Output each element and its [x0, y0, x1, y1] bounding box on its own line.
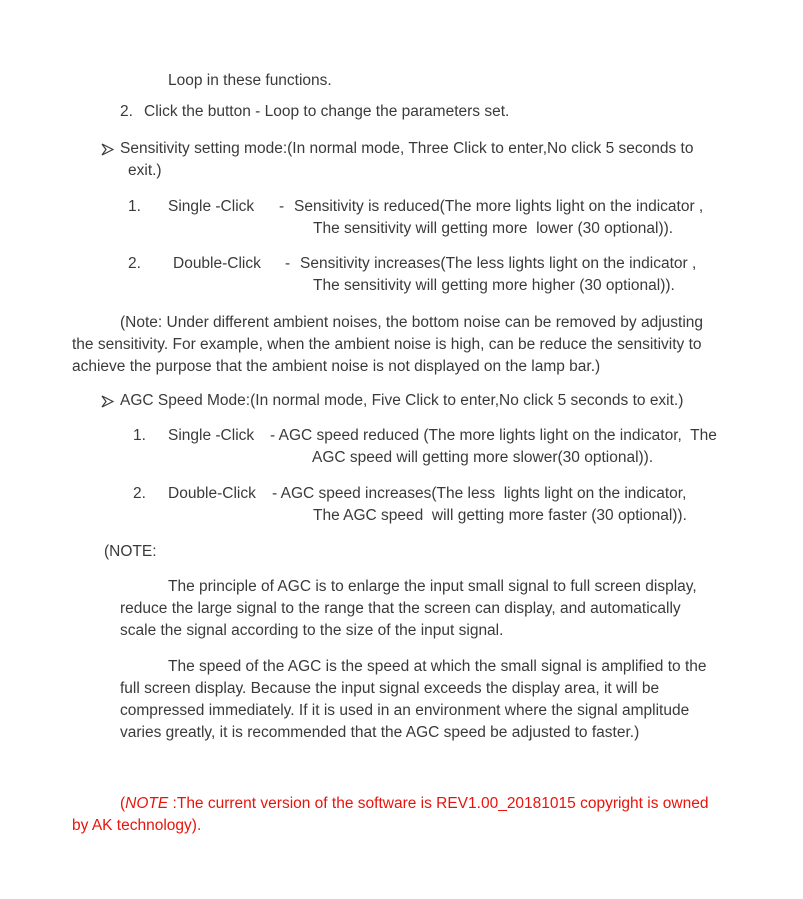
sens-note-line3: achieve the purpose that the ambient noise is not displayed on the lamp bar.)	[72, 358, 601, 375]
loop-line: Loop in these functions.	[168, 72, 332, 89]
item2-text: Click the button - Loop to change the parameters set.	[144, 103, 510, 120]
sensitivity-heading-cont: exit.)	[128, 162, 162, 179]
version-note-paren: (	[120, 795, 126, 812]
agc-para2-line3: compressed immediately. If it is used in an environment where the signal amplitude	[120, 702, 690, 719]
agc-para2-line2: full screen display. Because the input signal exceeds the display area, it will be	[120, 680, 660, 697]
bullet-arrow-icon	[101, 143, 115, 157]
sens-item1-line1: Sensitivity is reduced(The more lights light on the indicator ,	[294, 198, 704, 215]
version-note-label: NOTE	[125, 795, 169, 812]
sens-item2-action: Double-Click	[173, 255, 261, 272]
agc-item1-number: 1.	[133, 427, 146, 444]
sens-item2-dash: -	[285, 255, 291, 272]
agc-para1-line1: The principle of AGC is to enlarge the input small signal to full screen display,	[168, 578, 697, 595]
agc-para1-line3: scale the signal according to the size of the input signal.	[120, 622, 504, 639]
agc-item1-line1: - AGC speed reduced (The more lights light on the indicator, The	[270, 427, 717, 444]
sensitivity-heading: Sensitivity setting mode:(In normal mode, Three Click to enter,No click 5 seconds to	[120, 140, 694, 157]
item2-number: 2.	[120, 103, 133, 120]
agc-item2-number: 2.	[133, 485, 146, 502]
agc-para1-line2: reduce the large signal to the range that the screen can display, and automatically	[120, 600, 681, 617]
sens-item2-number: 2.	[128, 255, 141, 272]
agc-para2-line4: varies greatly, it is recommended that the AGC speed be adjusted to faster.)	[120, 724, 640, 741]
agc-item2-action: Double-Click	[168, 485, 256, 502]
agc-para2-line1: The speed of the AGC is the speed at which the small signal is amplified to the	[168, 658, 707, 675]
agc-item1-line2: AGC speed will getting more slower(30 optional)).	[312, 449, 654, 466]
sens-note-line2: the sensitivity. For example, when the ambient noise is high, can be reduce the sensitivity to	[72, 336, 702, 353]
agc-item1-action: Single -Click	[168, 427, 255, 444]
sens-item2-line1: Sensitivity increases(The less lights light on the indicator ,	[300, 255, 697, 272]
sens-item1-number: 1.	[128, 198, 141, 215]
version-note-cont: by AK technology).	[72, 817, 202, 834]
agc-heading: AGC Speed Mode:(In normal mode, Five Click to enter,No click 5 seconds to exit.)	[120, 392, 684, 409]
version-note-text: :The current version of the software is REV1.00_20181015 copyright is owned	[168, 795, 709, 812]
sens-item1-dash: -	[279, 198, 285, 215]
agc-note-open: (NOTE:	[104, 543, 157, 560]
agc-item2-line1: - AGC speed increases(The less lights light on the indicator,	[272, 485, 687, 502]
version-note	[120, 793, 708, 815]
bullet-arrow-icon	[101, 395, 115, 409]
agc-item2-line2: The AGC speed will getting more faster (30 optional)).	[313, 507, 687, 524]
sens-note-line1: (Note: Under different ambient noises, the bottom noise can be removed by adjusting	[120, 314, 704, 331]
sens-item1-line2: The sensitivity will getting more lower (30 optional)).	[313, 220, 674, 237]
sens-item2-line2: The sensitivity will getting more higher (30 optional)).	[313, 277, 675, 294]
sens-item1-action: Single -Click	[168, 198, 255, 215]
